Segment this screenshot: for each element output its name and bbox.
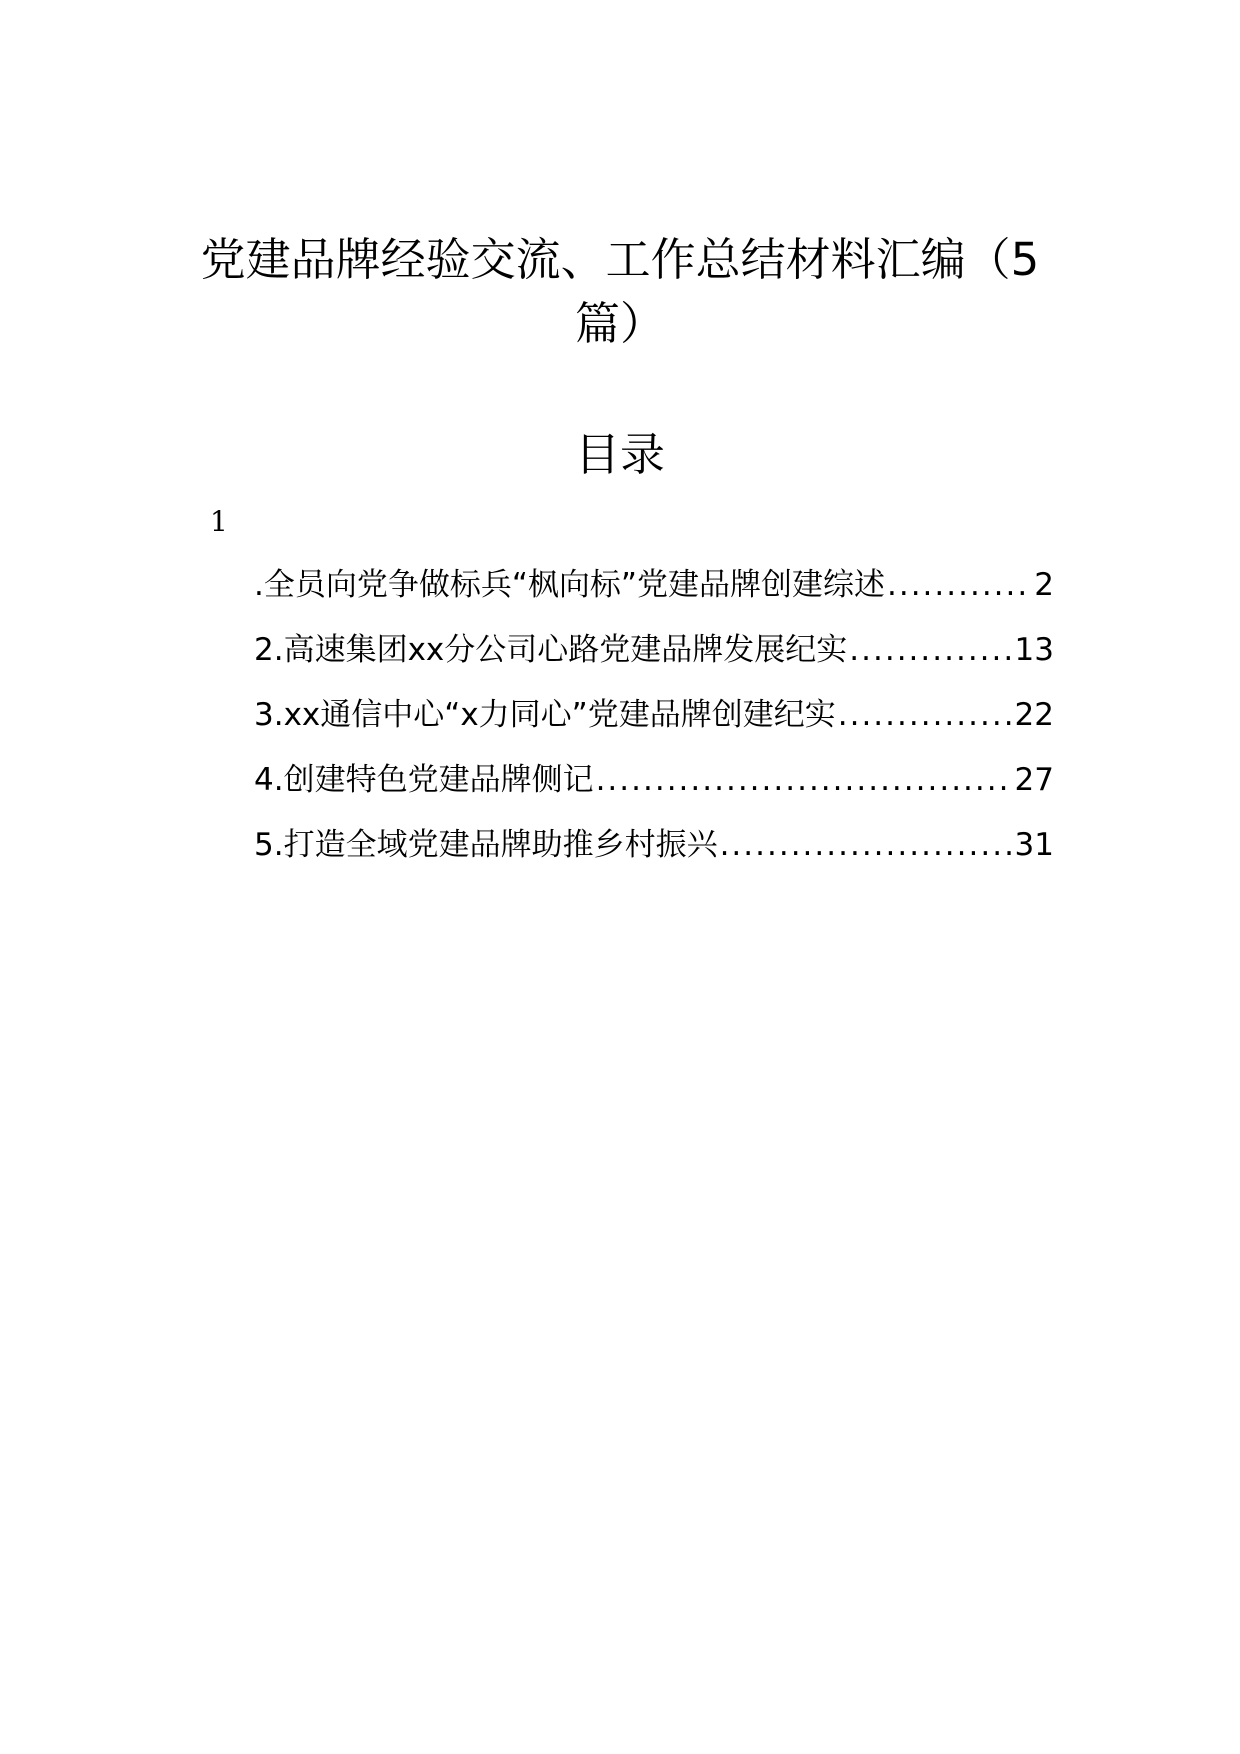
toc-dot-leader xyxy=(887,563,1032,607)
toc-entry-page: 13 xyxy=(1014,632,1054,668)
toc-entry-title: 3.xx通信中心“x力同心”党建品牌创建纪实 xyxy=(254,697,836,733)
toc-entry-1[interactable] xyxy=(254,563,1054,628)
toc-dot-leader xyxy=(849,628,1012,672)
toc-entry-page: 27 xyxy=(1014,762,1054,798)
toc-entry-4[interactable] xyxy=(254,758,1054,823)
toc-entry-title: 5.打造全域党建品牌助推乡村振兴 xyxy=(254,827,718,863)
toc-entry-title: 4.创建特色党建品牌侧记 xyxy=(254,762,594,798)
table-of-contents xyxy=(254,563,1054,888)
toc-entry-3[interactable] xyxy=(254,693,1054,758)
toc-entry-page: 2 xyxy=(1034,567,1054,603)
toc-entry-title: 2.高速集团xx分公司心路党建品牌发展纪实 xyxy=(254,632,848,668)
toc-dot-leader xyxy=(838,693,1013,737)
toc-dot-leader xyxy=(596,758,1013,802)
toc-entry-5[interactable] xyxy=(254,823,1054,888)
document-title: 党建品牌经验交流、工作总结材料汇编（5篇） xyxy=(200,233,1040,350)
toc-dot-leader xyxy=(720,823,1013,867)
toc-entry-title: .全员向党争做标兵“枫向标”党建品牌创建综述 xyxy=(254,567,885,603)
toc-entry-page: 31 xyxy=(1014,827,1054,863)
toc-heading: 目录 xyxy=(574,428,665,481)
toc-entry-page: 22 xyxy=(1014,697,1054,733)
toc-stray-number: 1 xyxy=(210,505,228,538)
toc-entry-2[interactable] xyxy=(254,628,1054,693)
